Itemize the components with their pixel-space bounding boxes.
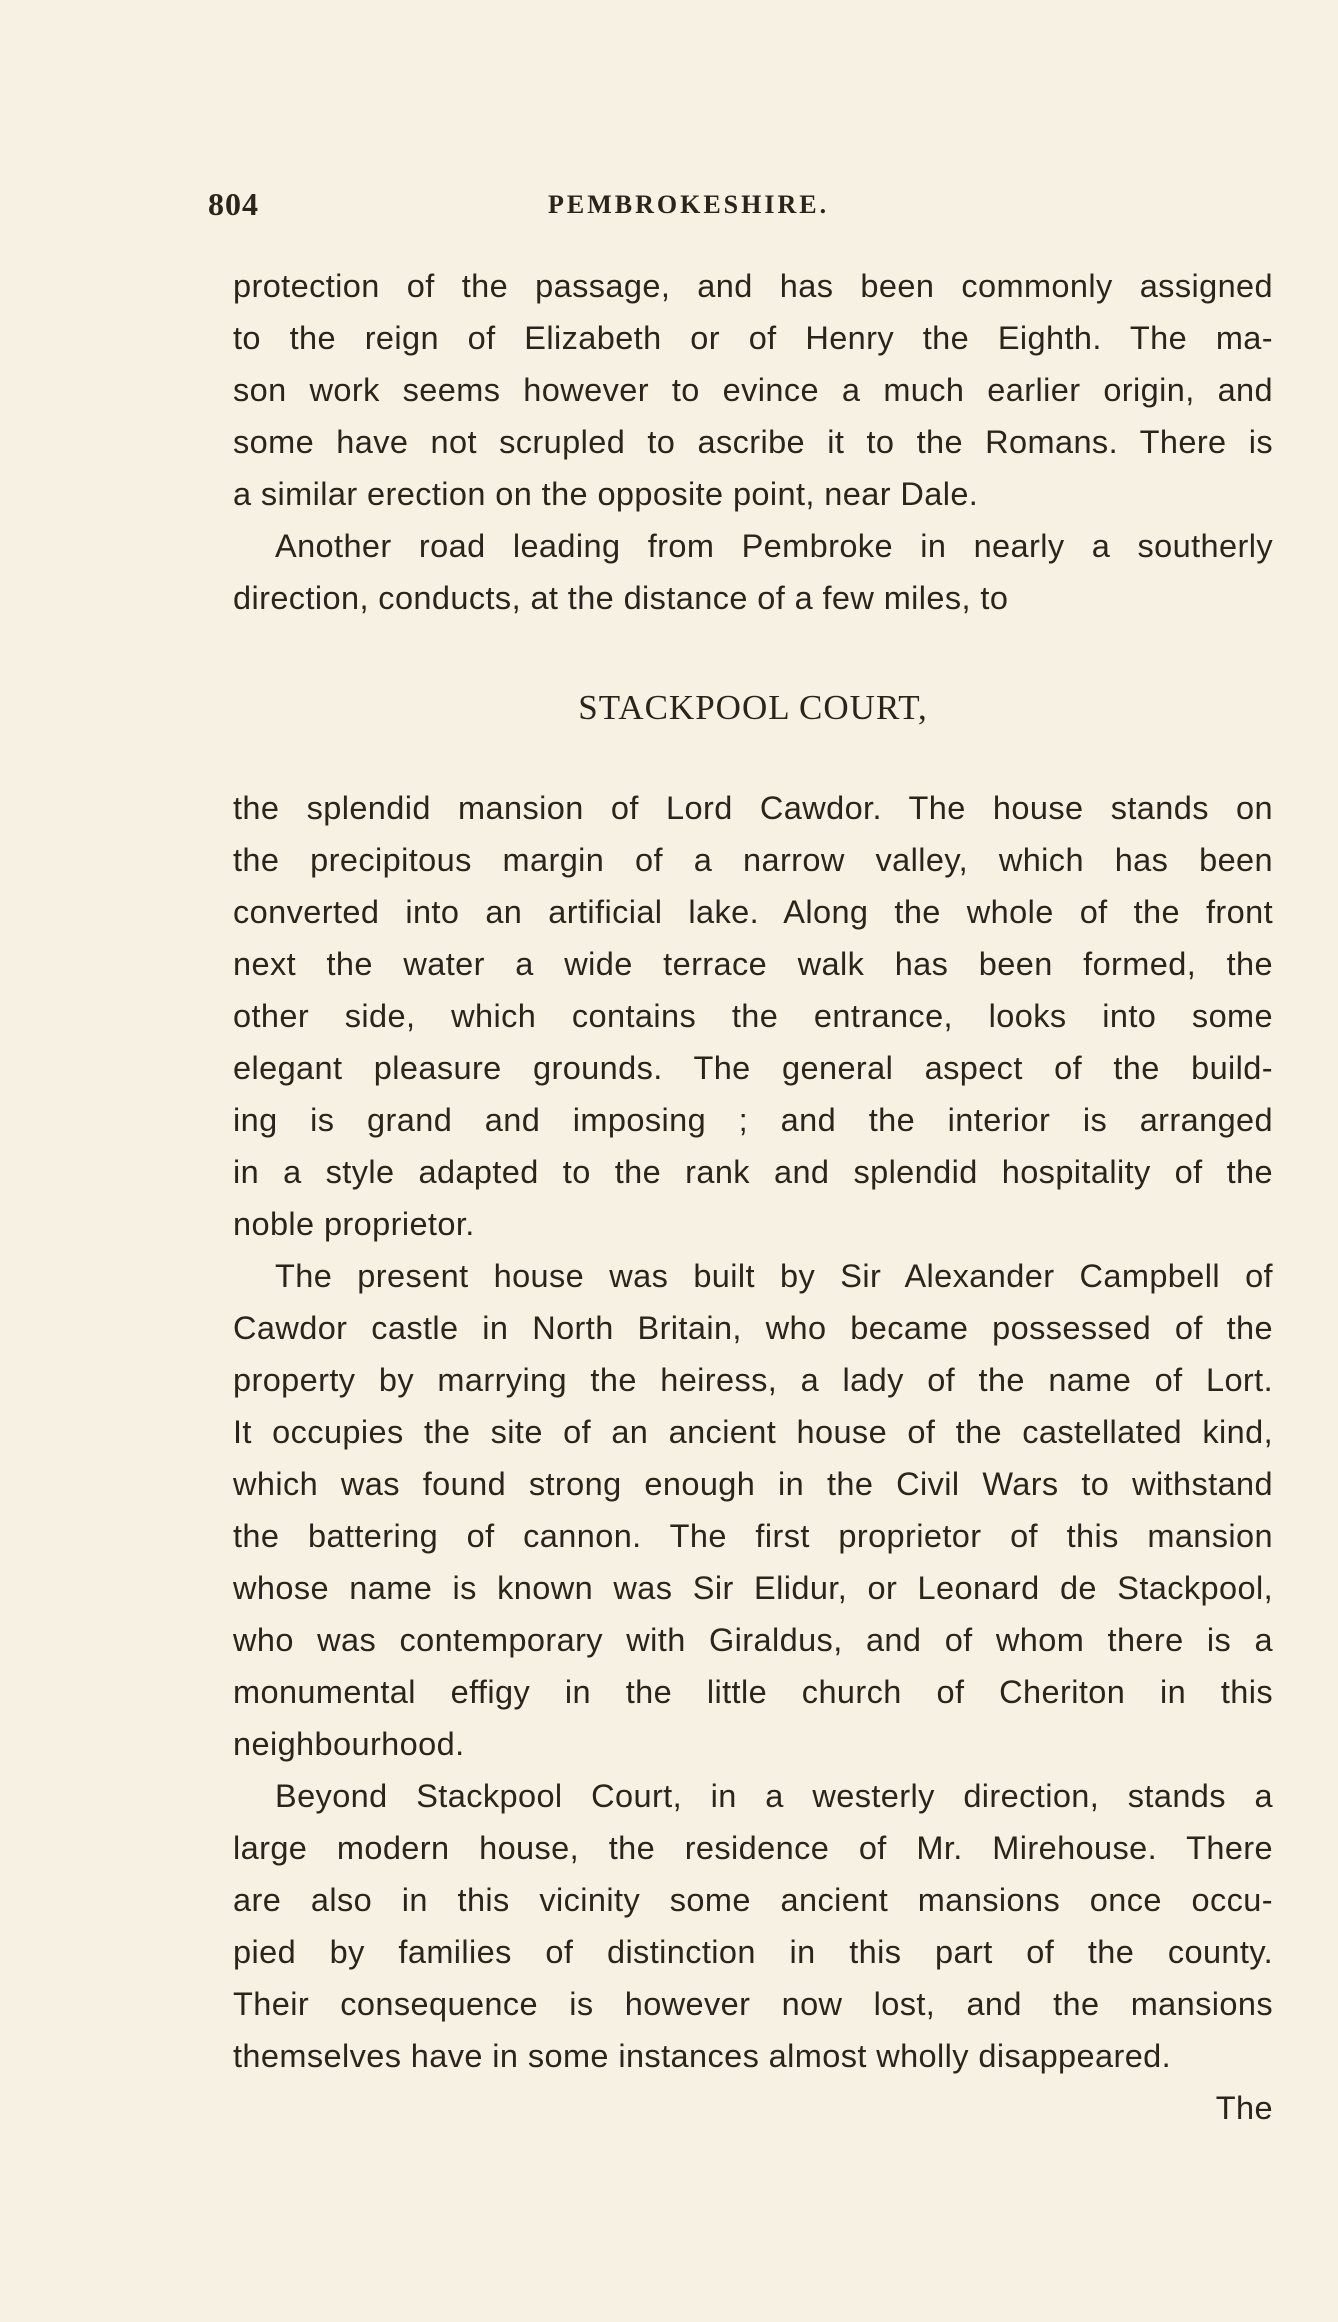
text-line: large modern house, the residence of Mr. Mirehouse. There: [233, 1830, 1273, 1866]
text-line: who was contemporary with Giraldus, and of whom there is a: [233, 1622, 1273, 1658]
text-line: property by marrying the heiress, a lady of the name of Lort.: [233, 1362, 1273, 1398]
text-line: pied by families of distinction in this part of the county.: [233, 1934, 1273, 1970]
text-line: It occupies the site of an ancient house of the castellated kind,: [233, 1414, 1273, 1450]
text-line: converted into an artificial lake. Along the whole of the front: [233, 894, 1273, 930]
text-line: Cawdor castle in North Britain, who became possessed of the: [233, 1310, 1273, 1346]
text-line: monumental effigy in the little church of Cheriton in this: [233, 1674, 1273, 1710]
text-line: direction, conducts, at the distance of a few miles, to: [233, 580, 1009, 616]
text-line: next the water a wide terrace walk has been formed, the: [233, 946, 1273, 982]
section-heading: STACKPOOL COURT,: [578, 688, 928, 727]
text-line: neighbourhood.: [233, 1726, 465, 1762]
text-line: which was found strong enough in the Civil Wars to withstand: [233, 1466, 1273, 1502]
page-number: 804: [208, 186, 259, 222]
text-line: son work seems however to evince a much earlier origin, and: [233, 372, 1273, 408]
text-line: whose name is known was Sir Elidur, or Leonard de Stackpool,: [233, 1570, 1273, 1606]
text-line: the precipitous margin of a narrow valley, which has been: [233, 842, 1273, 878]
text-line: to the reign of Elizabeth or of Henry the Eighth. The ma-: [233, 320, 1273, 356]
text-line: the battering of cannon. The first proprietor of this mansion: [233, 1518, 1273, 1554]
text-line: a similar erection on the opposite point, near Dale.: [233, 476, 979, 512]
text-line: Beyond Stackpool Court, in a westerly direction, stands a: [275, 1778, 1273, 1814]
catchword: The: [1215, 2090, 1273, 2126]
text-line: ing is grand and imposing ; and the interior is arranged: [233, 1102, 1273, 1138]
text-line: themselves have in some instances almost wholly disappeared.: [233, 2038, 1172, 2074]
text-line: other side, which contains the entrance, looks into some: [233, 998, 1273, 1034]
text-line: The present house was built by Sir Alexander Campbell of: [275, 1258, 1273, 1294]
running-head: PEMBROKESHIRE.: [548, 190, 830, 219]
page-header: [208, 186, 1268, 232]
text-line: in a style adapted to the rank and splendid hospitality of the: [233, 1154, 1273, 1190]
text-line: some have not scrupled to ascribe it to the Romans. There is: [233, 424, 1273, 460]
text-line: protection of the passage, and has been commonly assigned: [233, 268, 1273, 304]
text-line: noble proprietor.: [233, 1206, 475, 1242]
text-line: the splendid mansion of Lord Cawdor. The house stands on: [233, 790, 1273, 826]
text-line: Another road leading from Pembroke in nearly a southerly: [275, 528, 1273, 564]
text-line: elegant pleasure grounds. The general aspect of the build-: [233, 1050, 1273, 1086]
text-line: are also in this vicinity some ancient mansions once occu-: [233, 1882, 1273, 1918]
text-line: Their consequence is however now lost, and the mansions: [233, 1986, 1273, 2022]
